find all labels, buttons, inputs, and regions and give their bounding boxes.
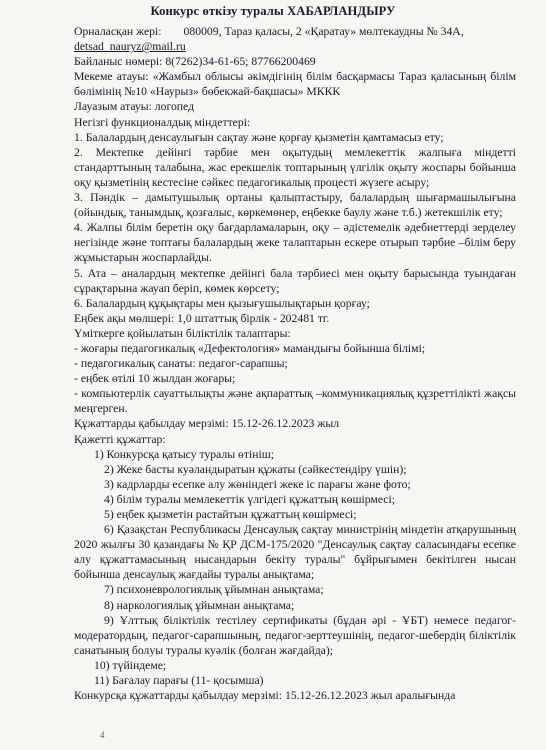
doc-item: 9) Ұлттық біліктілік тестілеу сертификаты (бұдан әрі - ҰБТ) немесе педагог-модератордың, педагог-сарапшының, педагог-зерттеушінің, педагог-шебердің біліктілік санатының болуы туралы куәлік (болған жағдайда); bbox=[74, 613, 516, 657]
requirement-item: - педагогикалық санаты: педагог-сарапшы; bbox=[74, 357, 288, 371]
requirement-item: - компьютерлік сауаттылықты және ақпараттық –коммуникациялық құзреттілікті жақсы меңгерген. bbox=[74, 387, 516, 416]
requirement-item: - жоғары педагогикалық «Дефектология» мамандығы бойынша білімі; bbox=[74, 341, 426, 355]
doc-item: 4) білім туралы мемлекеттік үлгідегі құжаттың көшірмесі; bbox=[104, 492, 395, 506]
doc-item: 2) Жеке басты куәландыратын құжаты (сәйкестендіру үшін); bbox=[104, 462, 407, 476]
document-body bbox=[74, 24, 516, 703]
org-name: Мекеме атауы: «Жамбыл облысы әкімдігінің білім басқармасы Тараз қаласының білім бөлімінің №10 «Наурыз» бөбекжай-бақшасы» МККК bbox=[74, 70, 516, 99]
duty-item: 1. Балалардың денсаулығын сақтау және қорғау қызметін қамтамасыз ету; bbox=[74, 130, 444, 144]
salary-line: Еңбек ақы мөлшері: 1,0 штаттық бірлік - 202481 тг. bbox=[74, 311, 330, 325]
duty-item: 6. Балалардың құқықтары мен қызығушылықтарын қорғау; bbox=[74, 296, 370, 310]
address-label: Орналасқан жері: bbox=[74, 25, 162, 38]
docs-heading: Қажетті құжаттар: bbox=[74, 432, 166, 446]
doc-item: 5) еңбек қызметін растайтын құжаттың көшірмесі; bbox=[104, 508, 357, 521]
doc-item: 7) психоневрологиялық ұйымнан анықтама; bbox=[104, 583, 324, 597]
doc-item: 1) Конкурсқа қатысу туралы өтініш; bbox=[94, 447, 274, 461]
position-line: Лауазым атауы: логопед bbox=[74, 100, 195, 114]
requirements-heading: Үміткерге қойылатын біліктілік талаптары: bbox=[74, 326, 291, 340]
doc-item: 8) наркологиялық ұйымнан анықтама; bbox=[104, 598, 295, 612]
duty-item: 2. Мектепке дейінгі тәрбие мен оқытудың мемлекеттік жалпыға міндетті стандарттының талабына, жас ерекшелік топтарының үлгілік оқыту жоспары бойынша оқу қызметінің кестесіне сәйкес педагогикалық процесті жүзеге асыру; bbox=[74, 145, 516, 189]
doc-item: 6) Қазақстан Республикасы Денсаулық сақтау министрінің міндетін атқарушының 2020 жылғы 30 қазандағы № ҚР ДСМ-175/2020 "Денсаулық сақтау саласындағы есепке алу құжаттамасының нысандарын бекіту туралы" бұйрығымен бекітілген нысан бойынша денсаулық жағдайы туралы анықтама; bbox=[74, 523, 516, 582]
duty-item: 5. Ата – аналардың мектепке дейінгі бала тәрбиесі мен оқыту барысында туындаған сұрақтарына жауап беріп, көмек көрсету; bbox=[74, 266, 516, 295]
address-line bbox=[74, 24, 516, 39]
page-title: Конкурс өткізу туралы ХАБАРЛАНДЫРУ bbox=[150, 4, 396, 18]
email-link[interactable]: detsad_nauryz@mail.ru bbox=[74, 40, 186, 54]
requirement-item: - еңбек өтілі 10 жылдан жоғары; bbox=[74, 372, 236, 386]
phone-line: Байланыс нөмері: 8(7262)34-61-65; 87766200469 bbox=[74, 55, 316, 69]
page-number: 4 bbox=[100, 730, 105, 740]
doc-item: 3) кадрларды есепке алу жөніндегі жеке іс парағы және фото; bbox=[104, 477, 411, 491]
duties-heading: Негізгі функционалдық міндеттері: bbox=[74, 115, 251, 129]
deadline-line: Құжаттарды қабылдау мерзімі: 15.12-26.12.2023 жыл bbox=[74, 417, 340, 431]
closing-line: Конкурсқа құжаттарды қабылдау мерзімі: 15.12-26.12.2023 жыл аралығында bbox=[74, 689, 456, 703]
doc-item: 10) түйіндеме; bbox=[94, 658, 167, 672]
duty-item: 3. Пәндік – дамытушылық ортаны қалыптастыру, балалардың шығармашылығына (ойындық, танымдық, қозғалыс, көркемөнер, еңбекке баулу және т.б.) жетекшілік ету; bbox=[74, 191, 516, 220]
address-value: 080009, Тараз қаласы, 2 «Қаратау» мөлтекаудны № 34А, bbox=[183, 25, 464, 38]
duty-item: 4. Жалпы білім беретін оқу бағдарламаларын, оқу – әдістемелік әдебиеттерді зерделеу негізінде және топтағы балалардың жеке талаптарын ескере отырып тәрбие –білім беру жұмыстарын жоспарлайды. bbox=[74, 221, 516, 265]
doc-item: 11) Бағалау парағы (11- қосымша) bbox=[94, 674, 264, 688]
